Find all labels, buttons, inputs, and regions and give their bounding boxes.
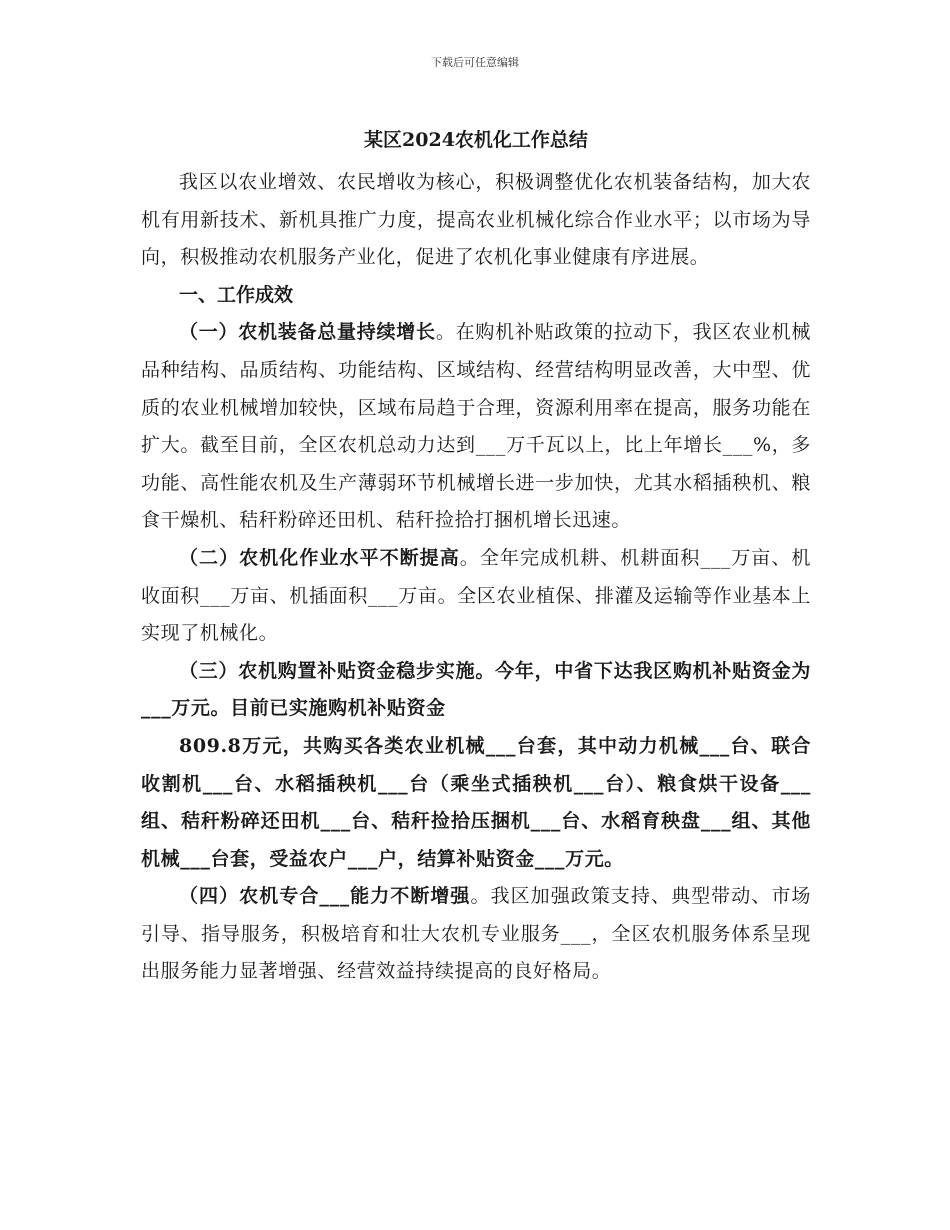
- document-body: [141, 120, 811, 991]
- paragraph-item-4: [141, 878, 811, 991]
- intro-paragraph: 我区以农业增效、农民增收为核心，积极调整优化农机装备结构，加大农机有用新技术、新机具推广力度，提高农业机械化综合作业水平；以市场为导向，积极推动农机服务产业化，促进了农机化事业健康有序进展。: [141, 171, 811, 269]
- item-2-lead: （二）农机化作业水平不断提高: [179, 546, 460, 569]
- paragraph-item-2: [141, 540, 811, 653]
- paragraph-item-1: [141, 314, 811, 540]
- item-4-body: 。我区加强政策支持、典型带动、市场引导、指导服务，积极培育和壮大农机专业服务___，全区农机服务体系呈现出服务能力显著增强、经营效益持续提高的良好格局。: [141, 885, 812, 983]
- page-header-note: 下载后可任意编辑: [431, 56, 519, 69]
- paragraph-item-3-part-2: 809.8万元，共购买各类农业机械___台套，其中动力机械___台、联合收割机___台、水稻插秧机___台（乘坐式插秧机___台）、粮食烘干设备___组、秸秆粉碎还田机___台、秸秆捡拾压捆机___台、水稻育秧盘___组、其他机械___台套，受益农户___户，结算补贴资金___万元。: [141, 734, 811, 870]
- item-1-body: 。在购机补贴政策的拉动下，我区农业机械品种结构、品质结构、功能结构、区域结构、经营结构明显改善，大中型、优质的农业机械增加较快，区域布局趋于合理，资源利用率在提高，服务功能在扩大。截至目前，全区农机总动力达到___万千瓦以上，比上年增长___%，多功能、高性能农机及生产薄弱环节机械增长进一步加快，尤其水稻插秧机、粮食干燥机、秸秆粉碎还田机、秸秆捡拾打捆机增长迅速。: [141, 321, 811, 532]
- paragraph-item-3-part-1: （三）农机购置补贴资金稳步实施。今年，中省下达我区购机补贴资金为___万元。目前已实施购机补贴资金: [141, 659, 811, 720]
- item-4-lead: （四）农机专合___能力不断增强: [179, 885, 471, 908]
- item-2-body: 。全年完成机耕、机耕面积___万亩、机收面积___万亩、机插面积___万亩。全区农业植保、排灌及运输等作业基本上实现了机械化。: [141, 546, 811, 645]
- section-heading-achievements: 一、工作成效: [179, 283, 294, 306]
- item-1-lead: （一）农机装备总量持续增长: [179, 321, 436, 344]
- document-title: 某区2024农机化工作总结: [364, 129, 588, 151]
